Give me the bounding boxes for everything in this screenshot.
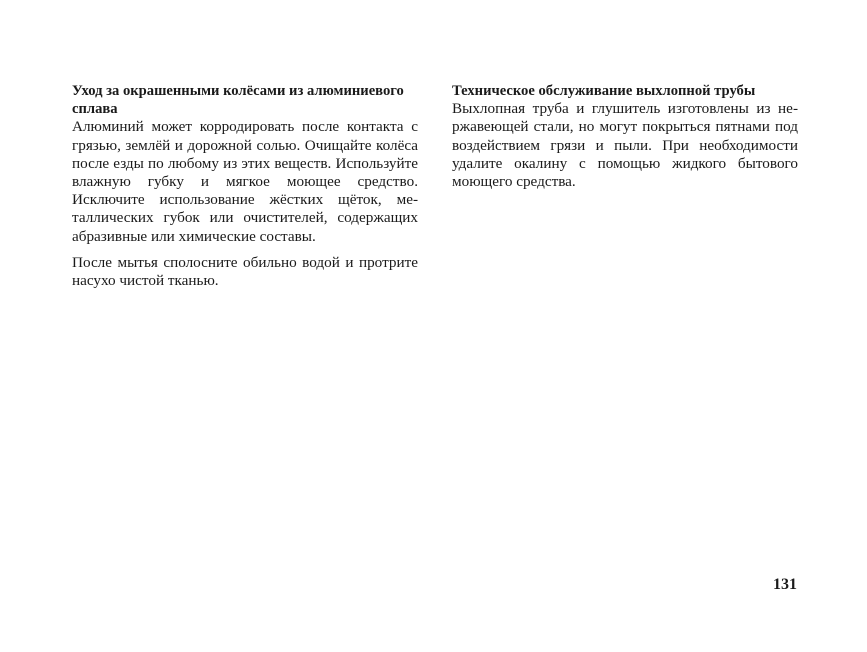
section-heading: Техническое обслуживание выхлопной трубы — [452, 83, 756, 99]
section-alloy-wheel-care — [72, 82, 418, 290]
body-paragraph: Алюминий может корродировать после контакта с грязью, землёй и дорожной солью. Очищайте колёса после езды по любому из этих веществ. Используйте влажную губку и мягкое моющее средство. Исключите использование жёстких щёток, металлических губок или очистителей, содержащих абразивные или химические составы. — [72, 118, 418, 245]
page-number: 131 — [773, 576, 797, 593]
body-paragraph: Выхлопная труба и глушитель изготовлены из нержавеющей стали, но могут покрыться пятнами под воздействием грязи и пыли. При необходимости удалите окалину с помощью жидкого бытового моющего средства. — [452, 100, 798, 191]
section-heading: Уход за окрашенными колёсами из алюминиевого сплава — [72, 83, 404, 118]
section-exhaust-maintenance — [452, 82, 798, 191]
body-paragraph: После мытья сполосните обильно водой и протрите насухо чистой тканью. — [72, 253, 418, 290]
